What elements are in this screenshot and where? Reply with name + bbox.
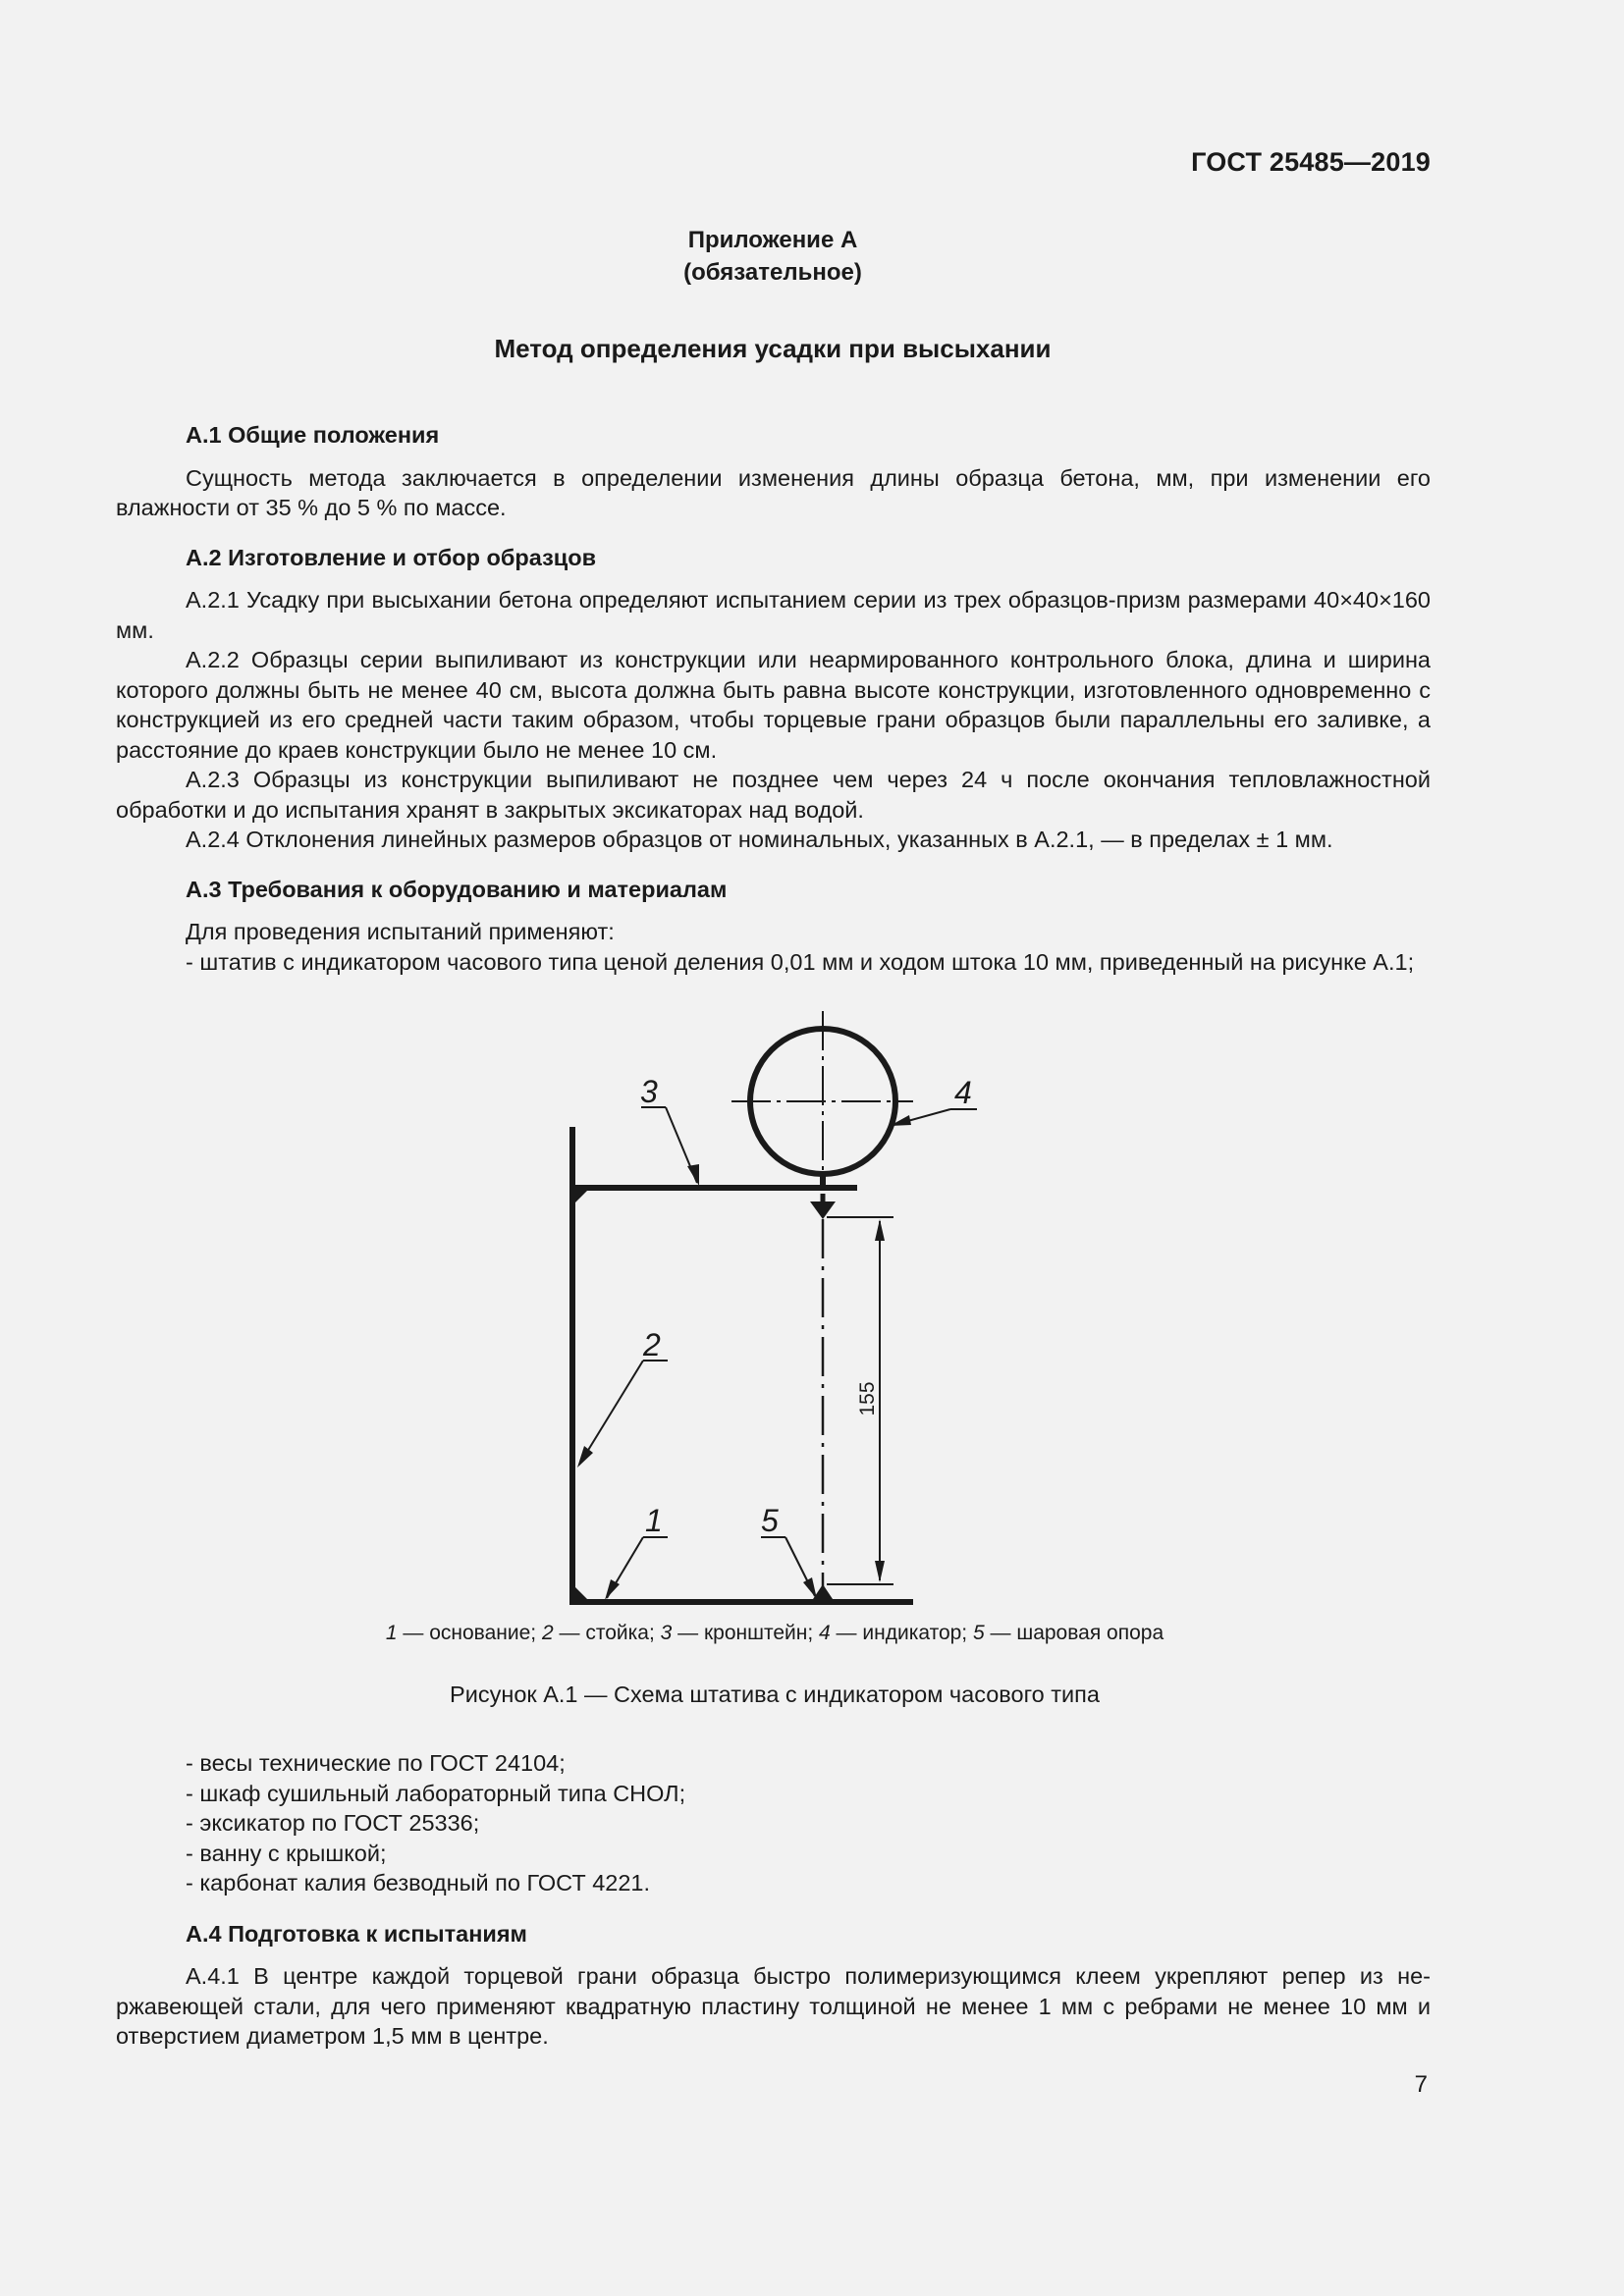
- label-3: 3: [640, 1074, 658, 1109]
- legend-num-3: 3: [660, 1622, 673, 1644]
- dimension-arrow-bottom: [875, 1561, 885, 1582]
- label-2: 2: [643, 1327, 661, 1362]
- paragraph-a2-3: А.2.3 Образцы из конструкции выпиливают не позднее чем через 24 ч после окончания тепловлажностной обработки и до испытания хранят в закрытых эксикаторах над водой.: [116, 767, 1431, 823]
- legend-num-2: 2: [541, 1622, 554, 1644]
- section-heading-a3: А.3 Требования к оборудованию и материалам: [186, 876, 728, 902]
- legend-text-5: — шаровая опора: [984, 1622, 1164, 1644]
- list-item: - эксикатор по ГОСТ 25336;: [186, 1810, 480, 1836]
- label-1: 1: [645, 1503, 663, 1538]
- leader-2: [579, 1361, 643, 1465]
- bracket-gusset: [575, 1191, 587, 1202]
- legend-num-4: 4: [819, 1622, 831, 1644]
- legend-num-1: 1: [385, 1622, 398, 1644]
- leader-3-arrow: [687, 1164, 699, 1186]
- paragraph-a3-intro: Для проведения испытаний применяют:: [186, 919, 615, 944]
- standard-code: ГОСТ 25485—2019: [1191, 147, 1431, 177]
- dimension-value: 155: [856, 1381, 879, 1416]
- legend-text-3: — кронштейн;: [672, 1622, 820, 1644]
- section-heading-a4: А.4 Подготовка к испытаниям: [186, 1920, 527, 1947]
- figure-legend: [0, 1622, 1549, 1645]
- base-gusset: [575, 1587, 587, 1599]
- leader-5-arrow: [803, 1577, 817, 1599]
- list-item: - шкаф сушильный лабораторный типа СНОЛ;: [186, 1780, 686, 1806]
- paragraph-a2-2: А.2.2 Образцы серии выпиливают из конструкции или неармированного контрольного блока, длина и ширина которого должны быть не менее 40 см, высота должна быть равна высоте конструкции, изготовленного одновременно с конструкцией из его средней части таким образом, чтобы торцевые грани образцов были параллельны его заливке, а расстояние до краев конструкции было не менее 10 см.: [116, 647, 1431, 763]
- legend-text-4: — индикатор;: [830, 1622, 973, 1644]
- paragraph-a1: Сущность метода заключается в определении изменения длины образца бетона, мм, при изменении его влажности от 35 % до 5 % по массе.: [116, 464, 1431, 520]
- dimension-arrow-top: [875, 1219, 885, 1241]
- paragraph-a4-1: А.4.1 В центре каждой торцевой грани образца быстро полимеризующимся клеем укрепляют репер из нержавеющей стали, для чего применяют квадратную пластину толщиной не менее 1 мм с ребрами не менее 10 мм и отверстием диаметром 1,5 мм в центре.: [116, 1963, 1431, 2049]
- appendix-title: Приложение А: [687, 227, 858, 253]
- page-number: 7: [1414, 2071, 1428, 2098]
- list-item: - весы технические по ГОСТ 24104;: [186, 1750, 566, 1776]
- figure-title: Рисунок А.1 — Схема штатива с индикатором часового типа: [450, 1682, 1100, 1707]
- paragraph-a2-4: А.2.4 Отклонения линейных размеров образцов от номинальных, указанных в А.2.1, — в пределах ± 1 мм.: [186, 827, 1333, 852]
- legend-text-2: — стойка;: [553, 1622, 661, 1644]
- legend-text-1: — основание;: [397, 1622, 542, 1644]
- list-item: - штатив с индикатором часового типа ценой деления 0,01 мм и ходом штока 10 мм, приведенный на рисунке А.1;: [186, 948, 1415, 975]
- leader-1-arrow: [605, 1579, 620, 1600]
- legend-num-5: 5: [972, 1622, 985, 1644]
- section-heading-a1: А.1 Общие положения: [186, 422, 440, 448]
- document-title: Метод определения усадки при высыхании: [494, 334, 1052, 363]
- list-item: - карбонат калия безводный по ГОСТ 4221.: [186, 1870, 651, 1896]
- paragraph-a2-1: А.2.1 Усадку при высыхании бетона определяют испытанием серии из трех образцов-призм размерами 40×40×160 мм.: [116, 587, 1431, 643]
- text-block-lower: [116, 1748, 1431, 2052]
- label-5: 5: [761, 1503, 779, 1538]
- appendix-status: (обязательное): [683, 259, 862, 286]
- leader-2-arrow: [577, 1446, 593, 1468]
- list-item: - ванну с крышкой;: [186, 1840, 387, 1866]
- label-4: 4: [954, 1075, 972, 1110]
- section-heading-a2: А.2 Изготовление и отбор образцов: [186, 544, 597, 570]
